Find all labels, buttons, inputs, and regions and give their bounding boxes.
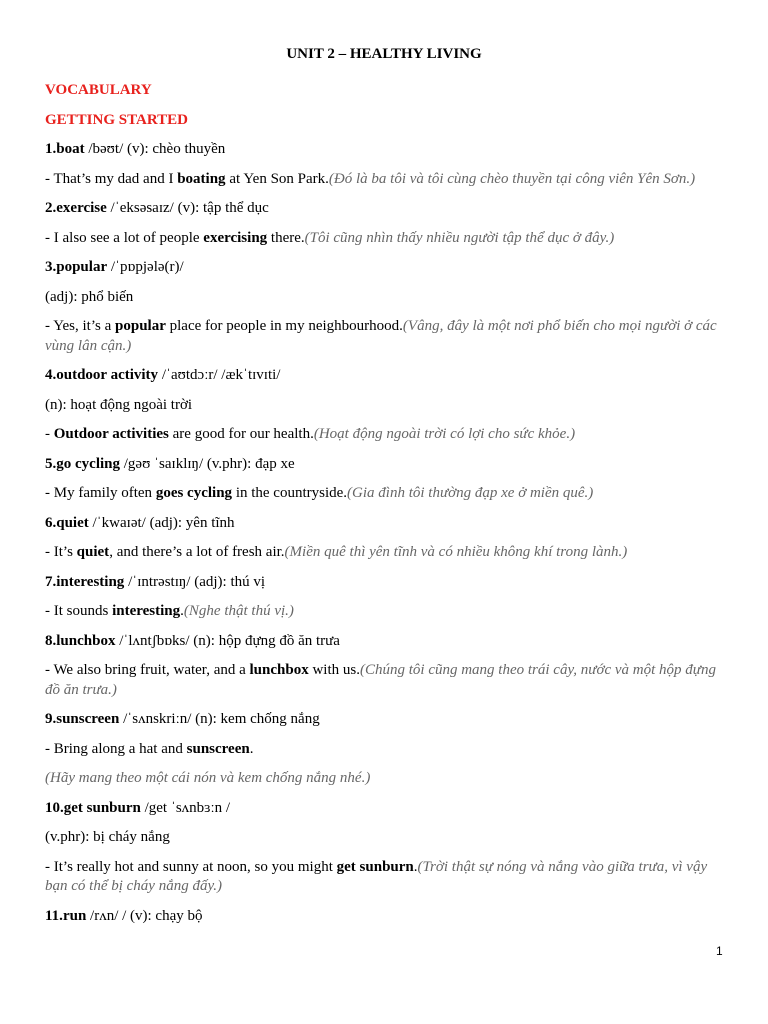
vocab-headword-line xyxy=(45,632,725,652)
vocab-pronunciation-meaning: /ˈpɒpjələ(r)/ xyxy=(107,259,184,275)
example-keyword: quiet xyxy=(76,544,110,560)
vocab-word: boat xyxy=(56,141,85,157)
vocab-headword-line xyxy=(45,366,725,386)
example-sentence xyxy=(45,425,725,445)
example-translation: (Miền quê thì yên tĩnh và có nhiều không khí trong lành.) xyxy=(284,544,628,560)
vocab-meaning-line xyxy=(45,396,725,416)
vocab-pronunciation-meaning: /ˈsʌnskriːn/ (n): kem chống nắng xyxy=(119,711,320,727)
vocab-word: get sunburn xyxy=(63,799,141,816)
vocab-headword-line xyxy=(45,140,725,160)
vocab-meaning-line xyxy=(45,288,725,308)
vocab-meaning: (n): hoạt động ngoài trời xyxy=(45,396,193,413)
vocab-pronunciation-meaning: /rʌn/ / (v): chạy bộ xyxy=(86,907,203,924)
example-sentence xyxy=(45,661,725,700)
vocab-headword-line xyxy=(45,573,725,593)
vocab-pronunciation-meaning: /ˈeksəsaɪz/ (v): tập thể dục xyxy=(106,200,269,216)
vocab-number: 7. xyxy=(45,573,57,590)
example-translation: (Nghe thật thú vị.) xyxy=(183,603,294,619)
example-keyword: goes cycling xyxy=(155,485,233,501)
vocab-word: go cycling xyxy=(56,455,120,472)
vocab-pronunciation-meaning: /ˈlʌntʃbɒks/ (n): hộp đựng đồ ăn trưa xyxy=(115,632,340,649)
example-sentence xyxy=(45,769,725,789)
vocab-word: quiet xyxy=(56,514,89,531)
vocab-headword-line xyxy=(45,258,725,278)
subsection-heading: GETTING STARTED xyxy=(45,111,188,128)
example-text: in the countryside. xyxy=(232,485,348,501)
example-text: - My family often xyxy=(45,485,156,501)
vocab-word: exercise xyxy=(56,200,107,216)
vocab-word: run xyxy=(62,907,87,924)
example-translation: (Gia đình tôi thường đạp xe ở miền quê.) xyxy=(347,485,594,501)
vocab-number: 2. xyxy=(45,200,57,216)
vocab-word: outdoor activity xyxy=(56,367,159,383)
vocab-pronunciation-meaning: /gəʊ ˈsaɪklɪŋ/ (v.phr): đạp xe xyxy=(120,455,295,472)
example-text: - It sounds xyxy=(45,603,113,619)
vocab-word: interesting xyxy=(56,573,125,590)
example-text: - xyxy=(45,426,54,442)
example-translation: (Vâng, đây là một nơi phổ biến cho mọi người ở các vùng lân cận.) xyxy=(45,318,717,354)
vocab-number: 3. xyxy=(45,259,57,275)
vocab-headword-line xyxy=(45,710,725,730)
example-text: - Bring along a hat and xyxy=(45,740,187,757)
example-text: - We also bring fruit, water, and a xyxy=(45,662,250,678)
vocab-pronunciation-meaning: /bəʊt/ (v): chèo thuyền xyxy=(84,141,226,157)
vocab-headword-line xyxy=(45,514,725,534)
vocab-headword-line xyxy=(45,199,725,219)
example-text: . xyxy=(249,740,254,757)
vocab-headword-line xyxy=(45,455,725,475)
vocab-headword-line xyxy=(45,799,725,819)
section-heading: VOCABULARY xyxy=(45,82,152,98)
example-text: - It’s xyxy=(45,544,77,560)
example-sentence xyxy=(45,170,725,190)
example-keyword: Outdoor activities xyxy=(53,426,169,442)
example-keyword: lunchbox xyxy=(249,662,309,678)
page-title: UNIT 2 – HEALTHY LIVING xyxy=(286,46,482,62)
vocab-number: 6. xyxy=(45,514,57,531)
example-translation: (Hoạt động ngoài trời có lợi cho sức khỏe.) xyxy=(313,426,576,442)
example-keyword: boating xyxy=(177,170,226,187)
vocab-word: sunscreen xyxy=(56,711,120,727)
example-sentence xyxy=(45,229,725,249)
vocab-pronunciation-meaning: /ˈkwaɪət/ (adj): yên tĩnh xyxy=(88,514,235,531)
vocab-meaning: (v.phr): bị cháy nắng xyxy=(45,829,170,845)
example-text: there. xyxy=(267,229,305,246)
vocab-meaning: (adj): phổ biến xyxy=(45,288,134,305)
vocab-pronunciation-meaning: /get ˈsʌnbɜːn / xyxy=(140,799,231,816)
vocab-number: 10. xyxy=(45,799,64,816)
example-sentence xyxy=(45,740,725,760)
vocab-number: 8. xyxy=(45,632,57,649)
example-text: at Yen Son Park. xyxy=(225,170,329,187)
example-translation: (Chúng tôi cũng mang theo trái cây, nước và một hộp đựng đồ ăn trưa.) xyxy=(45,662,716,698)
vocab-pronunciation-meaning: /ˈɪntrəstɪŋ/ (adj): thú vị xyxy=(124,573,266,590)
example-text: . xyxy=(180,603,184,619)
vocab-word: popular xyxy=(56,259,108,275)
example-text: are good for our health. xyxy=(168,426,314,442)
example-text: place for people in my neighbourhood. xyxy=(165,318,403,334)
vocabulary-list xyxy=(45,140,725,926)
example-translation: (Tôi cũng nhìn thấy nhiều người tập thể dục ở đây.) xyxy=(304,229,615,246)
vocab-number: 11. xyxy=(45,907,63,924)
example-keyword: popular xyxy=(115,318,166,334)
example-text: - It’s really hot and sunny at noon, so you might xyxy=(45,858,337,875)
example-keyword: interesting xyxy=(112,603,181,619)
example-text: , and there’s a lot of fresh air. xyxy=(109,544,285,560)
example-sentence xyxy=(45,858,725,897)
example-sentence xyxy=(45,602,725,622)
vocab-number: 1. xyxy=(45,141,57,157)
example-text: with us. xyxy=(308,662,360,678)
example-sentence xyxy=(45,484,725,504)
vocab-number: 9. xyxy=(45,711,57,727)
example-text: - That’s my dad and I xyxy=(45,170,178,187)
document-content xyxy=(45,81,725,936)
example-keyword: exercising xyxy=(203,229,268,246)
example-sentence xyxy=(45,317,725,356)
vocab-headword-line xyxy=(45,907,725,927)
example-text: - Yes, it’s a xyxy=(45,318,116,334)
example-keyword: get sunburn xyxy=(336,858,414,875)
page-number: 1 xyxy=(716,944,723,958)
example-sentence xyxy=(45,543,725,563)
example-translation: (Hãy mang theo một cái nón và kem chống nắng nhé.) xyxy=(45,770,371,786)
vocab-meaning-line xyxy=(45,828,725,848)
vocab-pronunciation-meaning: /ˈaʊtdɔːr/ /ækˈtɪvɪti/ xyxy=(158,367,281,383)
example-text: - I also see a lot of people xyxy=(45,229,204,246)
example-keyword: sunscreen xyxy=(186,740,250,757)
example-text: . xyxy=(413,858,418,875)
example-translation: (Đó là ba tôi và tôi cùng chèo thuyền tại công viên Yên Sơn.) xyxy=(328,170,696,187)
vocab-word: lunchbox xyxy=(56,632,116,649)
example-translation: (Trời thật sự nóng và nắng vào giữa trưa, vì vậy bạn có thể bị cháy nắng đấy.) xyxy=(45,858,708,894)
vocab-number: 5. xyxy=(45,455,57,472)
vocab-number: 4. xyxy=(45,367,57,383)
